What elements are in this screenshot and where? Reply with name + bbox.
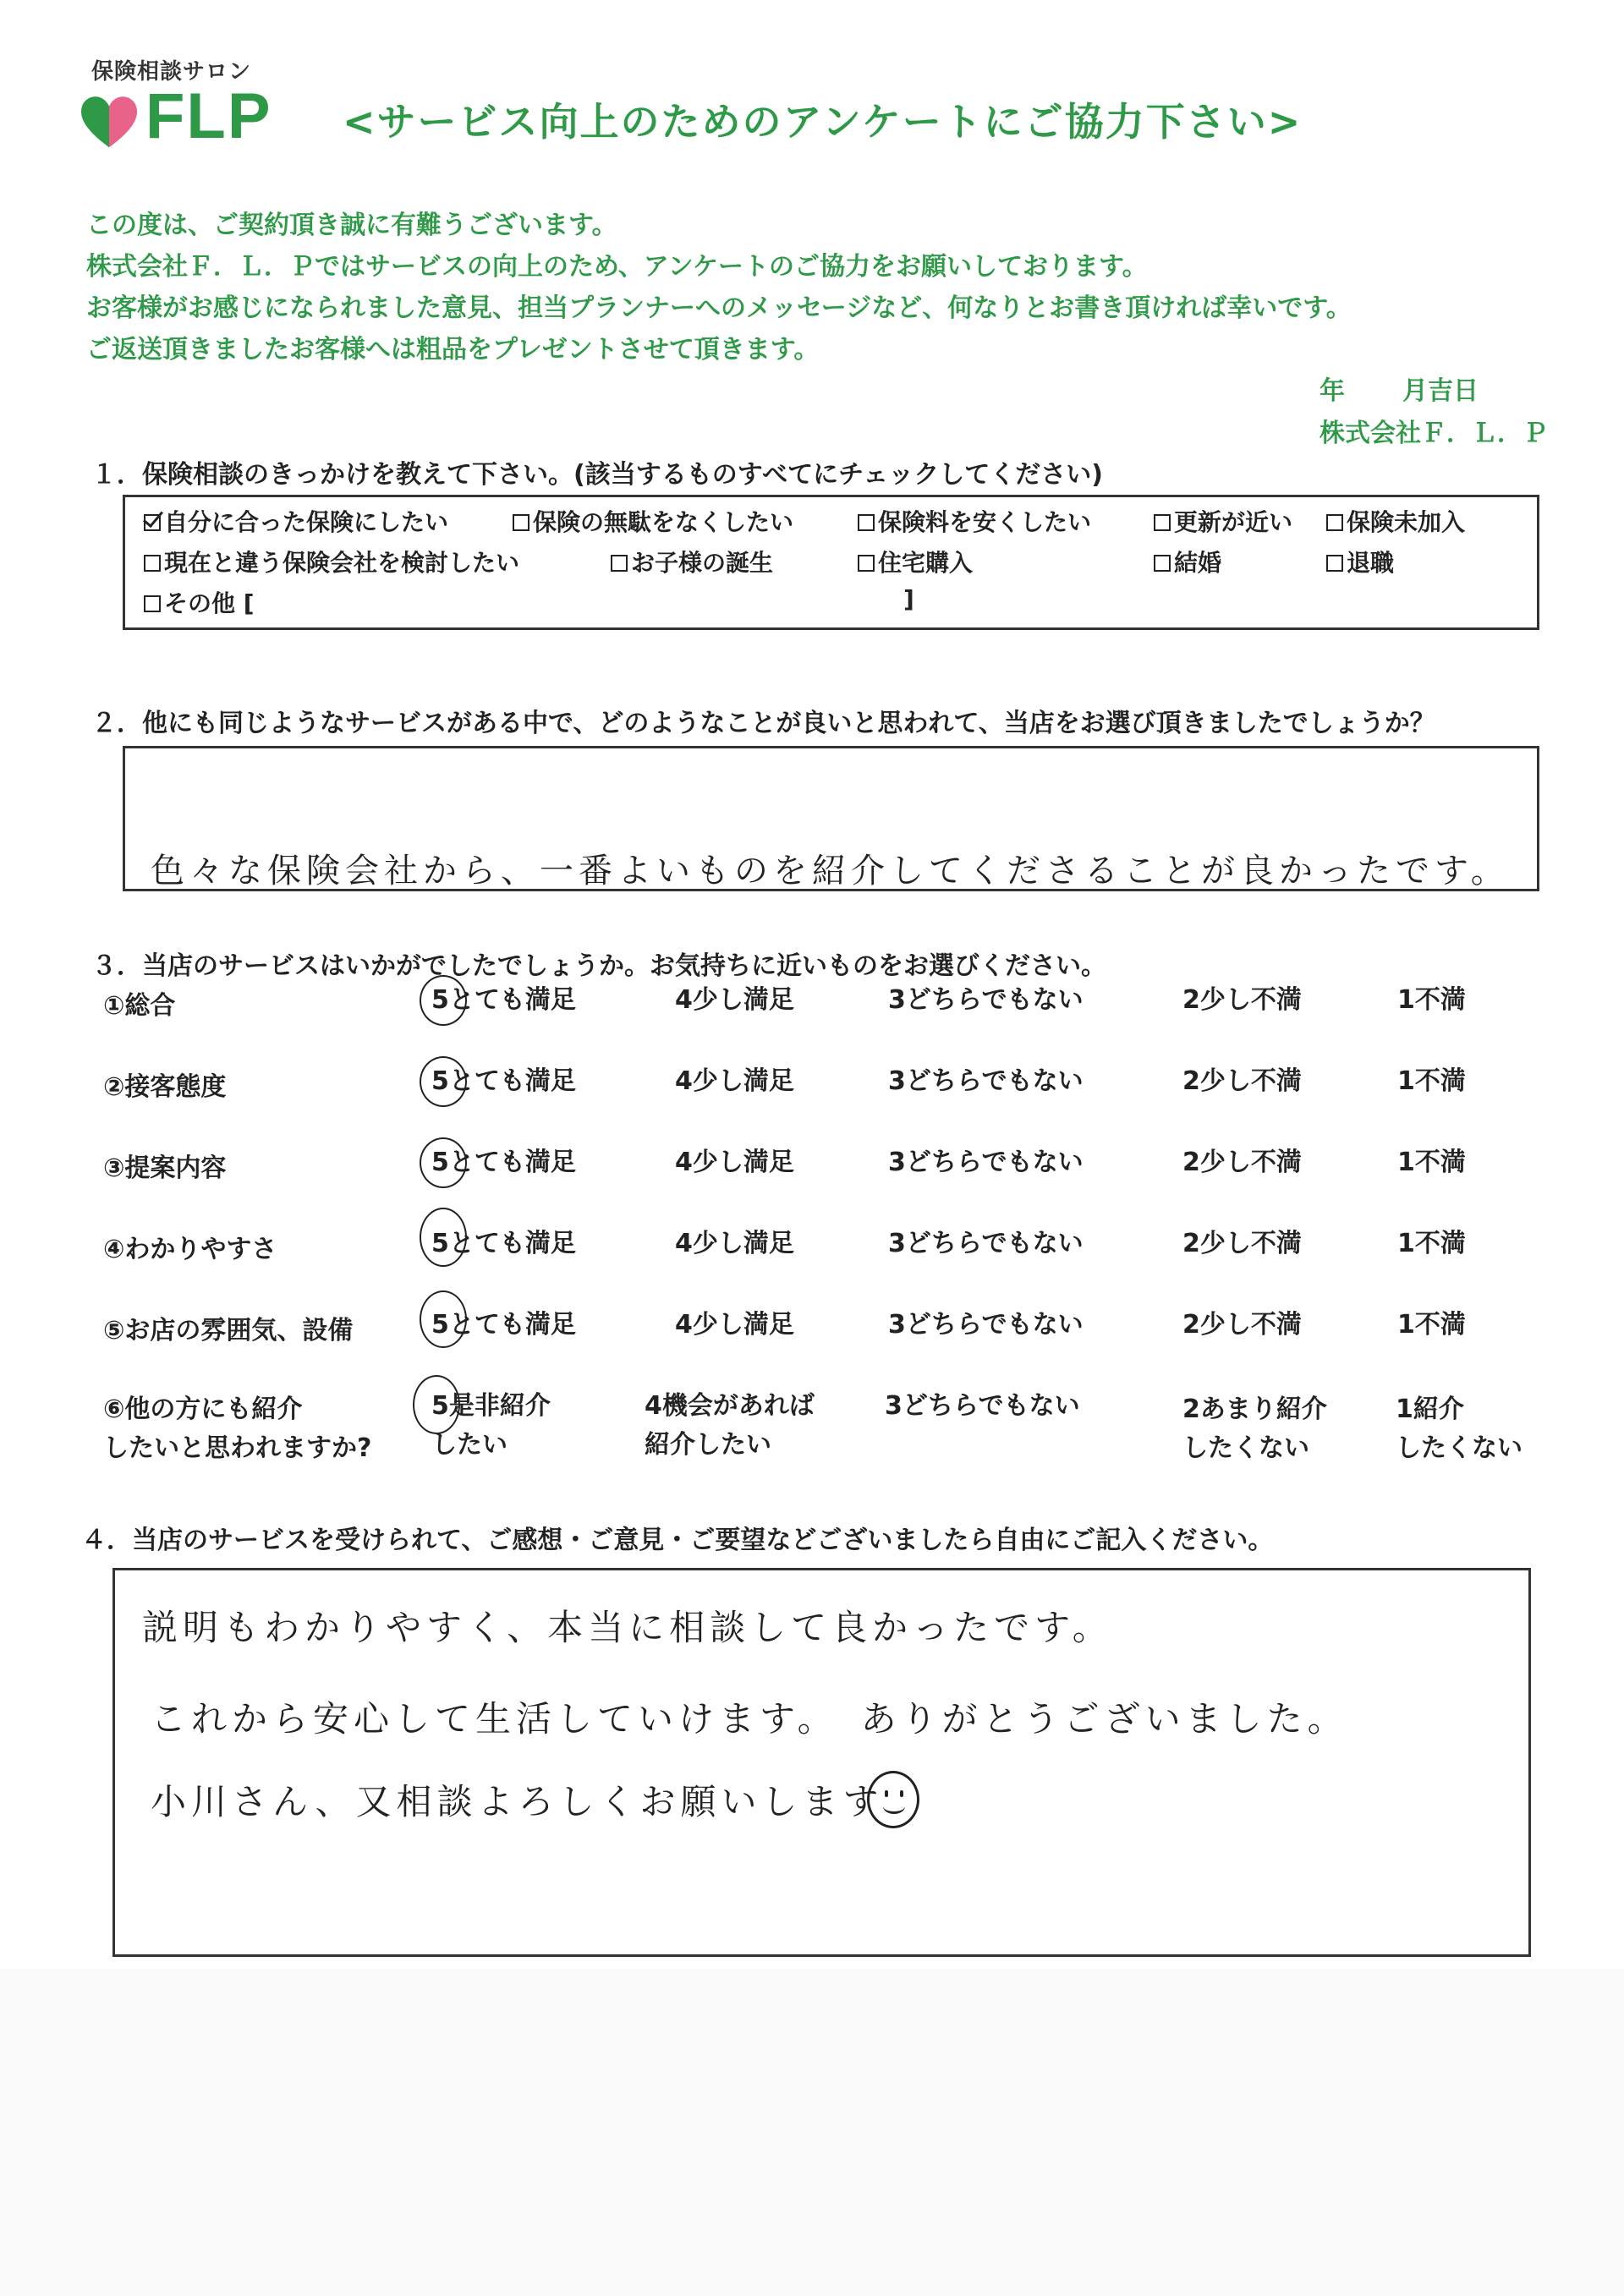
- rating-option-1[interactable]: 1不満: [1397, 1148, 1466, 1177]
- rating-option-2[interactable]: 2少し不満: [1182, 1229, 1302, 1258]
- checkbox-option[interactable]: 結婚: [1154, 545, 1221, 578]
- referral-option-4[interactable]: 4機会があれば 紹介したい: [645, 1391, 815, 1460]
- rating-option-3[interactable]: 3どちらでもない: [888, 985, 1084, 1015]
- company-name: 株式会社Ｆ．Ｌ．Ｐ: [1320, 419, 1548, 448]
- checkbox-option[interactable]: 自分に合った保険にしたい: [144, 504, 448, 538]
- selected-rating-circle: [420, 1137, 467, 1188]
- referral-question-label: ⑥他の方にも紹介 したいと思われますか?: [103, 1395, 372, 1463]
- rating-option-3[interactable]: 3どちらでもない: [888, 1148, 1084, 1177]
- rating-option-2[interactable]: 2少し不満: [1182, 1310, 1302, 1340]
- smiley-face-icon: [867, 1771, 919, 1828]
- selected-rating-circle: [420, 1290, 467, 1348]
- checkbox-icon[interactable]: [858, 555, 875, 572]
- rating-option-4[interactable]: 4少し満足: [675, 1066, 794, 1096]
- referral-option-5[interactable]: 5是非紹介 したい: [431, 1391, 551, 1460]
- checkbox-icon[interactable]: [858, 514, 875, 531]
- rating-option-3[interactable]: 3どちらでもない: [888, 1310, 1084, 1340]
- rating-option-5[interactable]: 5とても満足: [431, 985, 576, 1015]
- date-block: [1320, 370, 1548, 455]
- selected-rating-circle: [420, 1056, 467, 1107]
- question-4-handwritten-line: 説明もわかりやすく、本当に相談して良かったです。: [142, 1607, 1113, 1648]
- blank-page-area: [0, 1969, 1624, 2296]
- rating-option-1[interactable]: 1不満: [1397, 1066, 1466, 1096]
- page-title: <サービス向上のためのアンケートにご協力下さい>: [343, 99, 1303, 145]
- referral-option-1[interactable]: 1紹介 したくない: [1396, 1395, 1522, 1463]
- logo-subtitle: 保険相談サロン: [91, 59, 252, 85]
- checkbox-icon[interactable]: [144, 595, 161, 612]
- rating-option-4[interactable]: 4少し満足: [675, 1229, 794, 1258]
- checkbox-option[interactable]: 住宅購入: [858, 545, 973, 578]
- selected-rating-circle: [420, 975, 467, 1026]
- question-4-title: ４．当店のサービスを受けられて、ご感想・ご意見・ご要望などございましたら自由にご記入ください。: [81, 1526, 1274, 1555]
- intro-line: この度は、ご契約頂き誠に有難うございます。: [86, 211, 617, 240]
- question-4-handwritten-line: これから安心して生活していけます。 ありがとうございました。: [151, 1698, 1348, 1740]
- date-year: 年: [1320, 376, 1345, 406]
- intro-line: お客様がお感じになられました意見、担当プランナーへのメッセージなど、何なりとお書き頂ければ幸いです。: [86, 293, 1352, 323]
- rating-option-5[interactable]: 5とても満足: [431, 1066, 576, 1096]
- rating-option-4[interactable]: 4少し満足: [675, 1148, 794, 1177]
- checkbox-icon[interactable]: [513, 514, 529, 531]
- rating-option-4[interactable]: 4少し満足: [675, 985, 794, 1015]
- intro-line: 株式会社Ｆ．Ｌ．Ｐではサービスの向上のため、アンケートのご協力をお願いしております。: [86, 252, 1148, 282]
- checkbox-option[interactable]: 現在と違う保険会社を検討したい: [144, 545, 519, 578]
- question-4-handwritten-line: 小川さん、又相談よろしくお願いします: [151, 1781, 884, 1822]
- checkbox-checked-icon[interactable]: [144, 514, 161, 531]
- referral-option-2[interactable]: 2あまり紹介 したくない: [1182, 1395, 1327, 1463]
- checkbox-icon[interactable]: [1154, 514, 1171, 531]
- rating-option-1[interactable]: 1不満: [1397, 1229, 1466, 1258]
- checkbox-option[interactable]: 保険の無駄をなくしたい: [513, 504, 793, 538]
- question-3-title: ３．当店のサービスはいかがでしたでしょうか。お気持ちに近いものをお選びください。: [91, 951, 1106, 981]
- checkbox-icon[interactable]: [144, 555, 161, 572]
- rating-item-label: ③提案内容: [103, 1153, 227, 1183]
- rating-item-label: ②接客態度: [103, 1072, 227, 1102]
- rating-item-label: ⑤お店の雰囲気、設備: [103, 1316, 354, 1345]
- date-line: [1320, 370, 1548, 413]
- rating-option-5[interactable]: 5とても満足: [431, 1148, 576, 1177]
- checkbox-option[interactable]: お子様の誕生: [611, 545, 773, 578]
- rating-item-label: ④わかりやすさ: [103, 1235, 277, 1264]
- intro-line: ご返送頂きましたお客様へは粗品をプレゼントさせて頂きます。: [86, 335, 820, 364]
- rating-option-1[interactable]: 1不満: [1397, 1310, 1466, 1340]
- other-bracket-close: ]: [903, 585, 914, 613]
- rating-item-label: ①総合: [103, 991, 176, 1021]
- selected-rating-circle: [413, 1375, 460, 1434]
- checkbox-icon[interactable]: [1326, 555, 1343, 572]
- rating-option-4[interactable]: 4少し満足: [675, 1310, 794, 1340]
- rating-option-2[interactable]: 2少し不満: [1182, 1148, 1302, 1177]
- rating-option-3[interactable]: 3どちらでもない: [888, 1229, 1084, 1258]
- referral-option-3[interactable]: 3どちらでもない: [885, 1391, 1080, 1421]
- selected-rating-circle: [420, 1208, 467, 1267]
- heart-logo-icon: [76, 88, 142, 154]
- checkbox-icon[interactable]: [1154, 555, 1171, 572]
- rating-option-3[interactable]: 3どちらでもない: [888, 1066, 1084, 1096]
- intro-text: [86, 205, 1524, 370]
- checkbox-option[interactable]: 保険料を安くしたい: [858, 504, 1091, 538]
- checkbox-option[interactable]: 保険未加入: [1326, 504, 1465, 538]
- checkbox-option[interactable]: 退職: [1326, 545, 1394, 578]
- checkbox-option-other[interactable]: その他 [: [144, 585, 255, 619]
- rating-option-2[interactable]: 2少し不満: [1182, 985, 1302, 1015]
- flp-logo: [76, 54, 279, 156]
- date-month-day: 月吉日: [1402, 376, 1479, 406]
- question-2-handwritten-answer: 色々な保険会社から、一番よいものを紹介してくださることが良かったです。: [151, 852, 1510, 890]
- rating-option-1[interactable]: 1不満: [1397, 985, 1466, 1015]
- rating-option-2[interactable]: 2少し不満: [1182, 1066, 1302, 1096]
- checkbox-icon[interactable]: [1326, 514, 1343, 531]
- rating-option-5[interactable]: 5とても満足: [431, 1229, 576, 1258]
- checkbox-option[interactable]: 更新が近い: [1154, 504, 1292, 538]
- rating-option-5[interactable]: 5とても満足: [431, 1310, 576, 1340]
- question-1-title: １．保険相談のきっかけを教えて下さい。(該当するものすべてにチェックしてください): [91, 460, 1103, 490]
- question-2-title: ２．他にも同じようなサービスがある中で、どのようなことが良いと思われて、当店をお選び頂きましたでしょうか？: [91, 709, 1435, 738]
- checkbox-icon[interactable]: [611, 555, 628, 572]
- logo-wordmark: FLP: [145, 80, 272, 152]
